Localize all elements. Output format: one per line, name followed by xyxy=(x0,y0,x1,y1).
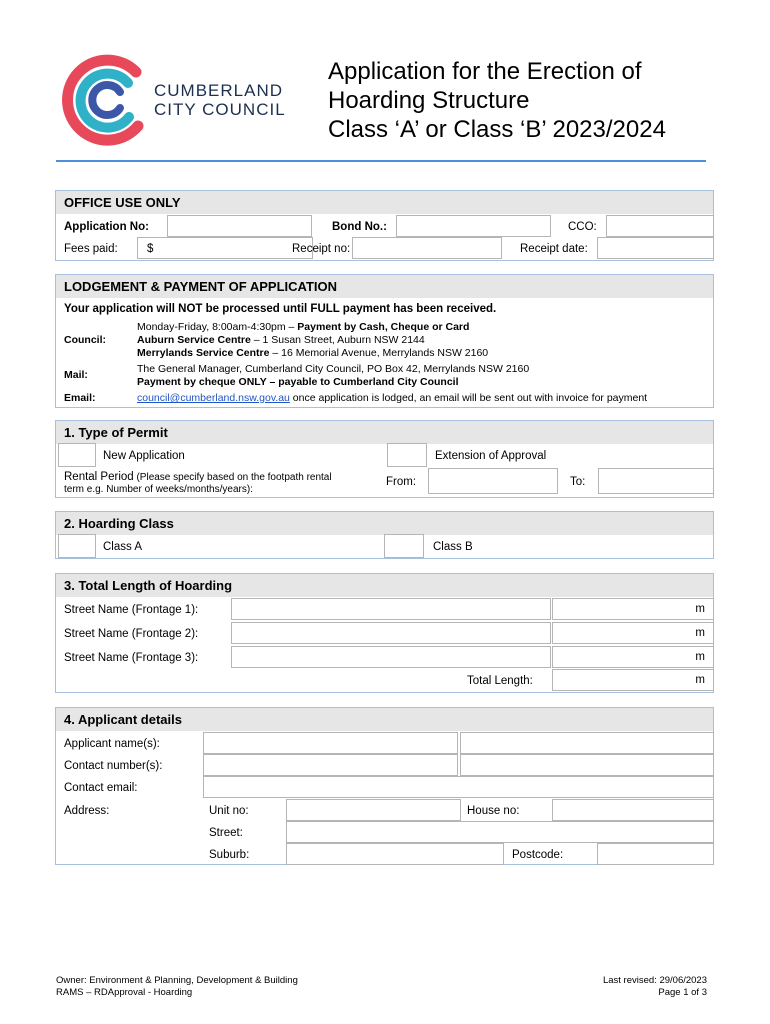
document-footer-left xyxy=(56,975,298,999)
suburb-label: Suburb: xyxy=(209,849,250,861)
mail-address: The General Manager, Cumberland City Council, PO Box 42, Merrylands NSW 2160 xyxy=(137,363,530,375)
merrylands-service-centre: Merrylands Service Centre – 16 Memorial Avenue, Merrylands NSW 2160 xyxy=(137,347,489,359)
contact-number-field-1[interactable] xyxy=(203,754,458,776)
council-label: Council: xyxy=(64,334,106,346)
frontage-1-label: Street Name (Frontage 1): xyxy=(64,604,199,616)
document-footer-right xyxy=(603,975,707,999)
application-no-field[interactable] xyxy=(167,215,312,237)
to-label: To: xyxy=(570,476,586,488)
applicant-names-label: Applicant name(s): xyxy=(64,738,160,750)
unit-label: m xyxy=(695,627,705,639)
frontage-3-street-field[interactable] xyxy=(231,646,551,668)
council-email-link[interactable]: council@cumberland.nsw.gov.au xyxy=(137,392,290,404)
unit-label: m xyxy=(695,603,705,615)
receipt-date-label: Receipt date: xyxy=(520,243,588,255)
new-application-label: New Application xyxy=(103,450,185,462)
office-use-section xyxy=(55,190,714,261)
cco-label: CCO: xyxy=(568,221,597,233)
frontage-2-length-field[interactable] xyxy=(552,622,714,644)
extension-checkbox[interactable] xyxy=(387,443,427,467)
bond-no-label: Bond No.: xyxy=(332,221,387,233)
street-field[interactable] xyxy=(286,821,714,843)
council-hours: Monday-Friday, 8:00am-4:30pm – Payment by Cash, Cheque or Card xyxy=(137,321,470,333)
mail-label: Mail: xyxy=(64,369,88,381)
receipt-no-label: Receipt no: xyxy=(292,243,351,255)
section-heading: 3. Total Length of Hoarding xyxy=(56,574,713,597)
applicant-name-field-2[interactable] xyxy=(460,732,714,754)
document-owner: Owner: Environment & Planning, Development & Building xyxy=(56,975,298,986)
permit-type-section xyxy=(55,420,714,498)
suburb-field[interactable] xyxy=(286,843,504,865)
last-revised: Last revised: 29/06/2023 xyxy=(602,975,707,986)
page-title: Application for the Erection of Hoarding Structure Class ‘A’ or Class ‘B’ 2023/2024 xyxy=(328,58,666,143)
council-logo-icon xyxy=(58,50,158,150)
header-divider xyxy=(56,160,706,162)
frontage-3-label: Street Name (Frontage 3): xyxy=(64,652,199,664)
section-heading: 1. Type of Permit xyxy=(56,421,713,444)
postcode-field[interactable] xyxy=(597,843,714,865)
unit-no-label: Unit no: xyxy=(209,805,249,817)
section-heading: LODGEMENT & PAYMENT OF APPLICATION xyxy=(56,275,713,298)
section-heading: OFFICE USE ONLY xyxy=(56,191,713,214)
application-no-label: Application No: xyxy=(64,221,149,233)
house-no-label: House no: xyxy=(467,805,520,817)
frontage-3-length-field[interactable] xyxy=(552,646,714,668)
from-field[interactable] xyxy=(428,468,558,494)
section-heading: 4. Applicant details xyxy=(56,708,713,731)
fees-paid-label: Fees paid: xyxy=(64,243,118,255)
receipt-date-field[interactable] xyxy=(597,237,714,259)
unit-label: m xyxy=(695,651,705,663)
from-label: From: xyxy=(386,476,417,488)
frontage-2-street-field[interactable] xyxy=(231,622,551,644)
unit-label: m xyxy=(695,674,705,686)
currency-symbol: $ xyxy=(147,243,154,255)
postcode-label: Postcode: xyxy=(512,849,564,861)
lodgement-section xyxy=(55,274,714,408)
hoarding-length-section xyxy=(55,573,714,693)
mail-payment: Payment by cheque ONLY – payable to Cumberland City Council xyxy=(137,376,459,388)
to-field[interactable] xyxy=(598,468,714,494)
payment-warning: Your application will NOT be processed until FULL payment has been received. xyxy=(64,303,497,315)
contact-email-label: Contact email: xyxy=(64,782,138,794)
extension-label: Extension of Approval xyxy=(435,450,547,462)
council-name: CUMBERLAND CITY COUNCIL xyxy=(154,81,286,119)
frontage-1-length-field[interactable] xyxy=(552,598,714,620)
document-reference: RAMS – RDApproval - Hoarding xyxy=(56,987,193,998)
contact-number-field-2[interactable] xyxy=(460,754,714,776)
auburn-service-centre: Auburn Service Centre – 1 Susan Street, Auburn NSW 2144 xyxy=(137,334,425,346)
cco-field[interactable] xyxy=(606,215,714,237)
hoarding-class-section xyxy=(55,511,714,559)
email-label: Email: xyxy=(64,392,96,404)
address-label: Address: xyxy=(64,805,110,817)
house-no-field[interactable] xyxy=(552,799,714,821)
street-label: Street: xyxy=(209,827,243,839)
frontage-2-label: Street Name (Frontage 2): xyxy=(64,628,199,640)
total-length-field[interactable] xyxy=(552,669,714,691)
contact-numbers-label: Contact number(s): xyxy=(64,760,163,772)
rental-period-label: Rental Period (Please specify based on the footpath rental xyxy=(64,471,332,483)
applicant-section xyxy=(55,707,714,865)
receipt-no-field[interactable] xyxy=(352,237,502,259)
total-length-label: Total Length: xyxy=(467,675,533,687)
class-a-label: Class A xyxy=(103,541,142,553)
class-b-checkbox[interactable] xyxy=(384,534,424,558)
class-a-checkbox[interactable] xyxy=(58,534,96,558)
applicant-name-field-1[interactable] xyxy=(203,732,458,754)
bond-no-field[interactable] xyxy=(396,215,551,237)
council-logo xyxy=(58,50,308,150)
fees-paid-field[interactable] xyxy=(137,237,313,259)
unit-no-field[interactable] xyxy=(286,799,461,821)
rental-period-note: term e.g. Number of weeks/months/years): xyxy=(64,484,253,495)
class-b-label: Class B xyxy=(433,541,473,553)
email-line: council@cumberland.nsw.gov.au once application is lodged, an email will be sent out with invoice for payment xyxy=(137,392,648,404)
page-number: Page 1 of 3 xyxy=(658,987,707,998)
section-heading: 2. Hoarding Class xyxy=(56,512,713,535)
contact-email-field[interactable] xyxy=(203,776,714,798)
new-application-checkbox[interactable] xyxy=(58,443,96,467)
frontage-1-street-field[interactable] xyxy=(231,598,551,620)
